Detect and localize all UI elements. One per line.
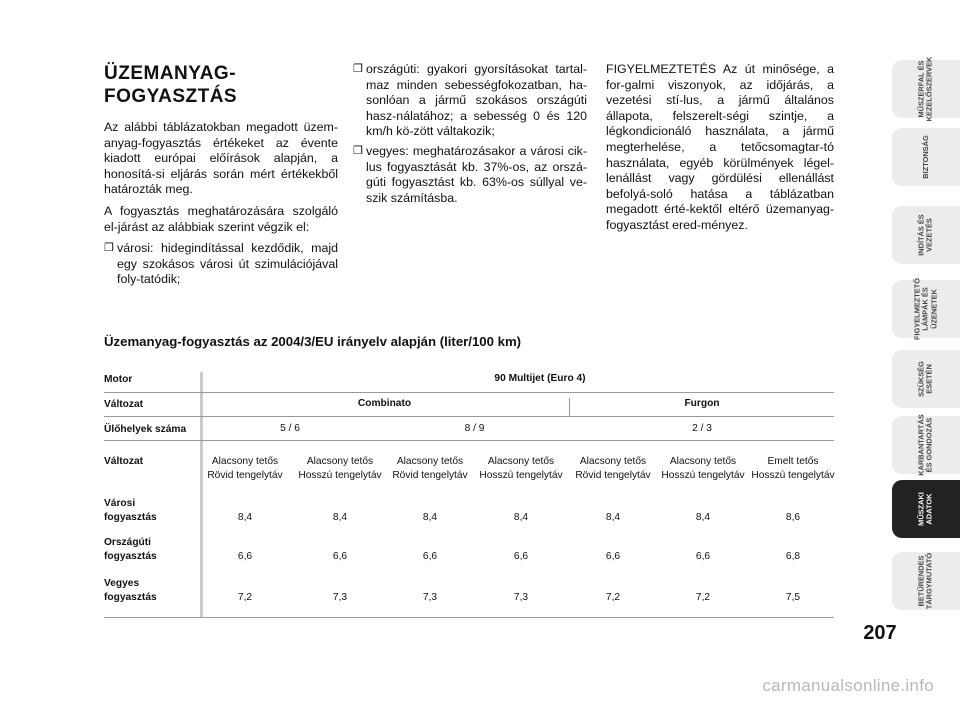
version-cell: Alacsony tetős Rövid tengelytáv [392, 456, 468, 481]
motor-value: 90 Multijet (Euro 4) [494, 373, 586, 384]
row-label-variant: Változat [104, 399, 144, 410]
table-row-seats [104, 417, 834, 441]
tab-safety[interactable]: BIZTONSÁG [892, 128, 960, 186]
bullet-mixed-text: vegyes: meghatározásakor a városi cik-lus fogyasztását kb. 37%-os, az orszá-gúti fogyasztást kb. 63%-os súllyal ve-szik számításba. [366, 143, 587, 205]
city-value: 8,4 [332, 512, 348, 523]
table-row-mixed [104, 571, 834, 618]
version-cell: Alacsony tetős Rövid tengelytáv [207, 456, 283, 481]
watermark: carmanualsonline.info [762, 676, 934, 695]
seats-value: 5 / 6 [280, 423, 300, 434]
seats-value: 8 / 9 [464, 423, 485, 434]
tab-dashboard-controls[interactable]: MŰSZERFAL ÉS KEZELŐSZERVEK [892, 60, 960, 118]
row-label-highway: Országúti fogyasztás [104, 537, 157, 562]
city-value: 8,4 [605, 512, 621, 523]
warning-paragraph: FIGYELMEZTETÉS Az út minősége, a for-galmi viszonyok, az időjárás, a vezetési stí-lus, a jármű általános állapota, felszerelt-ségi szintje, a légkondicionáló használata, a jármű megterhelése, a tetőcsomagtar-tó használata, egyéb körülmények légel-lenállást vagy gördülési ellenállást befolyá-soló hatása a táblázatban megadott érté-kektől eltérő üzemanyag-fogyasztást ered-ményez. [606, 62, 834, 232]
version-cell: Alacsony tetős Hosszú tengelytáv [298, 456, 382, 481]
checkbox-bullet-icon: ❒ [104, 242, 114, 255]
table-title: Üzemanyag-fogyasztás az 2004/3/EU irányelv alapján (liter/100 km) [104, 334, 522, 349]
row-label-seats: Ülőhelyek száma [104, 424, 187, 435]
tab-maintenance[interactable]: KARBANTARTÁS ÉS GONDOZÁS [892, 416, 960, 474]
table-row-city [104, 491, 834, 531]
page-number: 207 [863, 622, 897, 644]
bullet-city-text: városi: hidegindítással kezdődik, majd egy szokásos városi út szimulációjával foly-tatódik; [117, 241, 338, 287]
section-heading-line2: FOGYASZTÁS [104, 86, 238, 107]
city-value: 8,4 [513, 512, 529, 523]
mixed-value: 7,3 [513, 592, 529, 603]
tab-warning-lights[interactable]: FIGYELMEZTETŐ LÁMPÁK ÉS ÜZENETEK [892, 280, 960, 338]
procedure-paragraph: A fogyasztás meghatározására szolgáló el-járást az alábbiak szerint végzik el: [104, 203, 338, 234]
row-label-mixed: Vegyes fogyasztás [104, 578, 157, 603]
intro-column [104, 62, 338, 292]
bullet-highway [353, 62, 587, 140]
version-cell: Alacsony tetős Rövid tengelytáv [575, 456, 651, 481]
highway-value: 6,6 [237, 551, 253, 562]
mixed-value: 7,3 [332, 592, 348, 603]
city-value: 8,4 [422, 512, 438, 523]
row-label-version: Változat [104, 456, 144, 467]
highway-value: 6,6 [422, 551, 438, 562]
variant-furgon: Furgon [684, 398, 720, 409]
checkbox-bullet-icon: ❒ [353, 144, 363, 157]
section-heading-line1: ÜZEMANYAG- [104, 63, 237, 84]
bullet-mixed [353, 144, 587, 206]
table-row-motor [104, 370, 834, 393]
version-cell: Alacsony tetős Hosszú tengelytáv [479, 456, 563, 481]
bullet-city [104, 241, 338, 288]
mixed-value: 7,2 [695, 592, 711, 603]
version-cell: Emelt tetős Hosszú tengelytáv [751, 456, 835, 481]
warning-column [606, 62, 834, 240]
highway-value: 6,6 [695, 551, 711, 562]
mixed-value: 7,5 [785, 592, 801, 603]
bullet-highway-text: országúti: gyakori gyorsításokat tartal-maz minden sebességfokozatban, ha-sonlóan a jármű szokásos országúti hasz-nálatához; a sebesség 0 és 120 km/h kö-zött váltakozik; [366, 62, 587, 139]
city-value: 8,6 [785, 512, 801, 523]
tab-index[interactable]: BETŰRENDES TÁRGYMUTATÓ [892, 552, 960, 610]
variant-combinato: Combinato [200, 398, 570, 416]
row-label-city: Városi fogyasztás [104, 498, 157, 523]
table-row-variant [104, 393, 834, 417]
mixed-value: 7,3 [422, 592, 438, 603]
tab-emergency[interactable]: SZÜKSÉG ESETÉN [892, 350, 960, 408]
table-row-version [104, 441, 834, 491]
tab-starting-driving[interactable]: INDÍTÁS ÉS VEZETÉS [892, 206, 960, 264]
highway-value: 6,6 [605, 551, 621, 562]
cycles-column [353, 62, 587, 210]
section-heading [104, 62, 338, 108]
highway-value: 6,6 [332, 551, 348, 562]
city-value: 8,4 [237, 512, 253, 523]
table-row-highway [104, 531, 834, 571]
seats-value: 2 / 3 [692, 423, 712, 434]
checkbox-bullet-icon: ❒ [353, 63, 363, 75]
mixed-value: 7,2 [605, 592, 621, 603]
mixed-value: 7,2 [237, 592, 253, 603]
row-label-motor: Motor [104, 374, 133, 385]
highway-value: 6,8 [785, 551, 801, 562]
version-cell: Alacsony tetős Hosszú tengelytáv [661, 456, 745, 481]
highway-value: 6,6 [513, 551, 529, 562]
intro-paragraph: Az alábbi táblázatokban megadott üzem-anyag-fogyasztás értékeket az évente kiadott európai előírások alapján, a honosítá-si eljárás során mért értékekből határozták meg. [104, 120, 338, 197]
tab-technical-data[interactable]: MŰSZAKI ADATOK [892, 480, 960, 538]
city-value: 8,4 [695, 512, 711, 523]
